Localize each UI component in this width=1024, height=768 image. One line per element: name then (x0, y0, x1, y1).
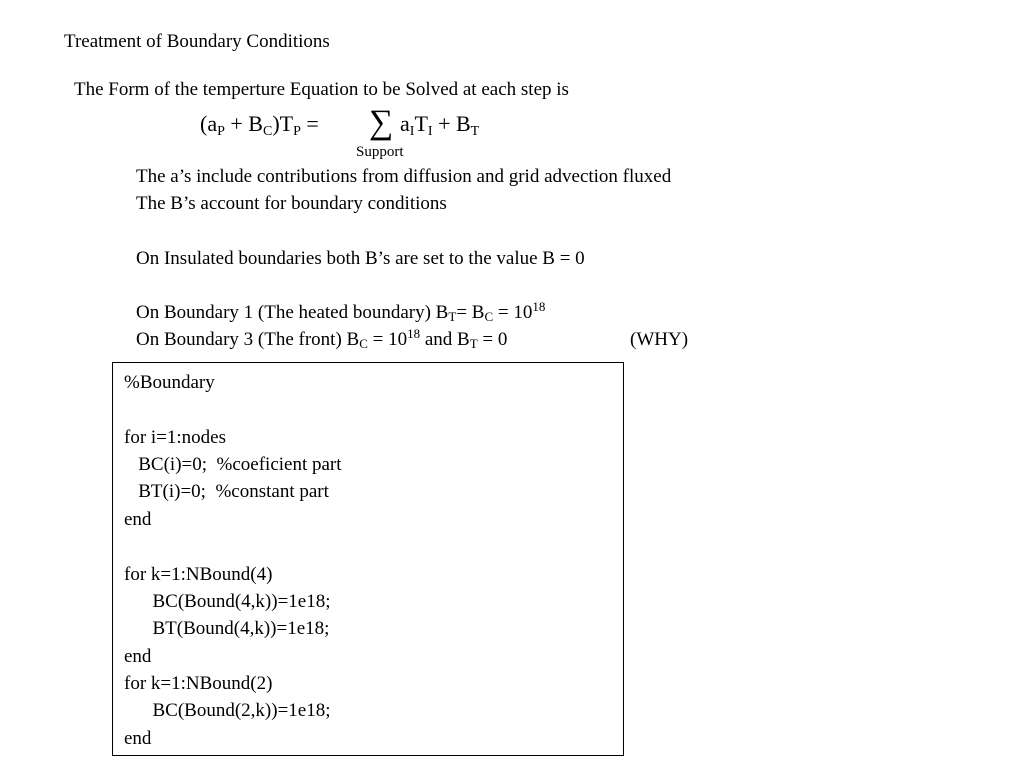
b3-zero: = 0 (477, 329, 508, 350)
b1-exp: 18 (532, 299, 546, 314)
eq-sub-p1: P (217, 124, 225, 139)
code-line: %Boundary (124, 372, 215, 393)
a-contributions-text: The a’s include contributions from diffusion and grid advection fluxed (136, 166, 672, 187)
eq-sub-p2: P (293, 124, 301, 139)
b1-eq: = 10 (493, 302, 533, 323)
code-line: BC(Bound(2,k))=1e18; (124, 700, 331, 721)
code-line: end (124, 509, 152, 530)
insulated-boundary-text: On Insulated boundaries both B’s are set to the value B = 0 (136, 248, 585, 269)
b1-prefix: On Boundary 1 (The heated boundary) B (136, 302, 449, 323)
code-line: for k=1:NBound(4) (124, 564, 273, 585)
b1-sub-c: C (484, 309, 494, 324)
eq-plus-bt: + B (432, 111, 471, 136)
boundary-3-text (136, 326, 508, 351)
b3-eq: = 10 (367, 329, 408, 350)
eq-close-t: )T (272, 111, 294, 136)
code-line: BC(Bound(4,k))=1e18; (124, 591, 331, 612)
code-line: BT(Bound(4,k))=1e18; (124, 618, 330, 639)
b3-sub-t: T (469, 336, 478, 351)
eq-equals: = (300, 111, 319, 136)
eq-plus-bc: + B (224, 111, 263, 136)
boundary-1-text (136, 299, 546, 324)
eq-a: a (400, 111, 410, 136)
b-account-text: The B’s account for boundary conditions (136, 193, 447, 214)
eq-sub-i2: I (427, 124, 433, 139)
code-box (112, 362, 624, 756)
eq-sub-c: C (262, 124, 273, 139)
code-line: BT(i)=0; %constant part (124, 481, 329, 502)
eq-t: T (414, 111, 428, 136)
why-text: (WHY) (630, 329, 689, 350)
sum-support-label: Support (356, 144, 404, 160)
sigma-symbol: ∑ (369, 104, 394, 141)
b3-prefix: On Boundary 3 (The front) B (136, 329, 360, 350)
b1-sub-t: T (448, 309, 457, 324)
eq-sub-i1: I (409, 124, 415, 139)
code-line: BC(i)=0; %coeficient part (124, 454, 342, 475)
code-line: for k=1:NBound(2) (124, 673, 273, 694)
code-line: end (124, 728, 152, 749)
eq-sub-t: T (470, 124, 480, 139)
b3-and: and B (420, 329, 470, 350)
code-line: end (124, 646, 152, 667)
intro-text: The Form of the temperture Equation to be Solved at each step is (74, 79, 569, 100)
b3-exp: 18 (407, 326, 421, 341)
slide-title: Treatment of Boundary Conditions (64, 31, 330, 52)
b1-mid: = B (456, 302, 485, 323)
b3-sub-c: C (359, 336, 368, 351)
eq-open-paren: (a (200, 111, 218, 136)
code-line: for i=1:nodes (124, 427, 227, 448)
